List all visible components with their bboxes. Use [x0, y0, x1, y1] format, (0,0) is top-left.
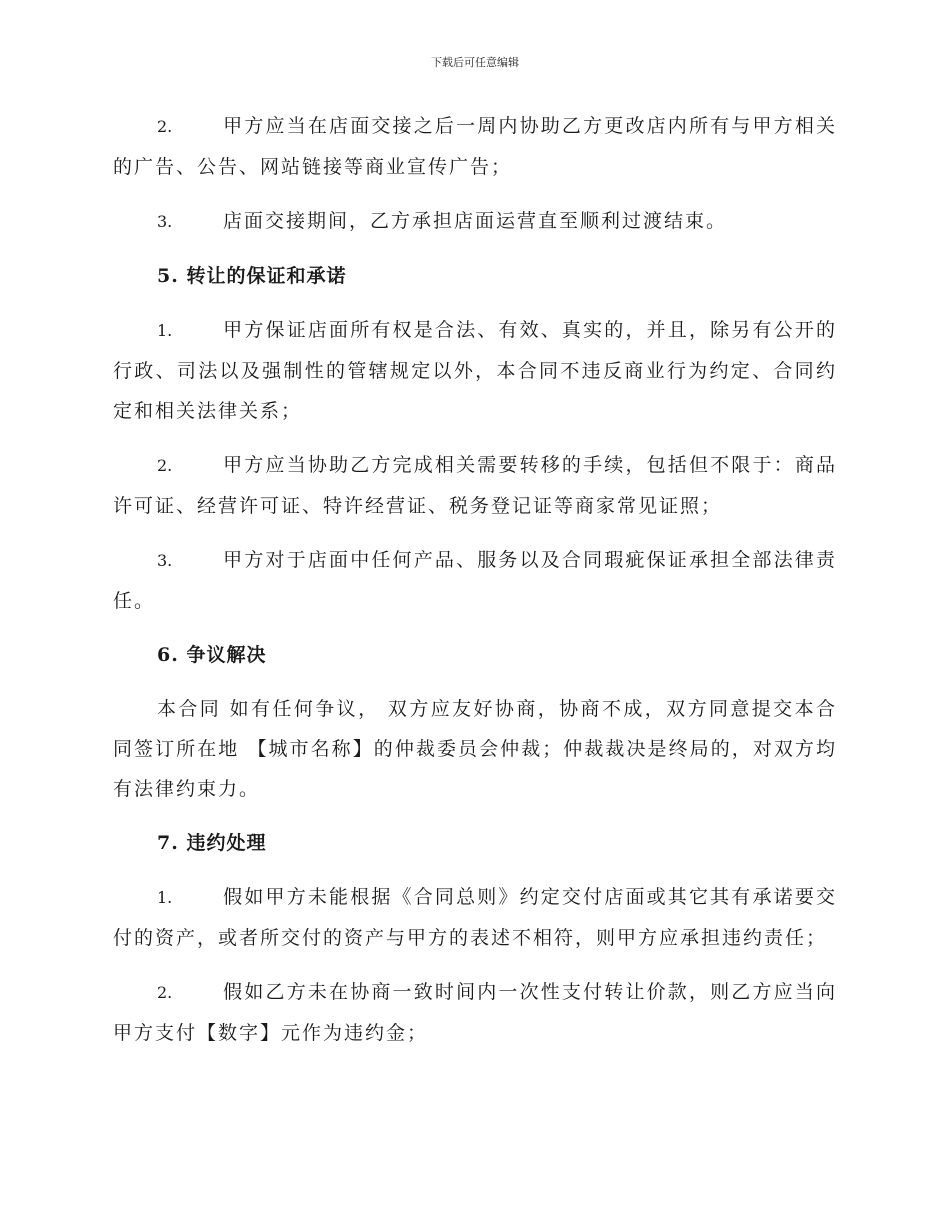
- clause-5-item-1: [113, 310, 837, 431]
- section-heading-7: 7. 违约处理: [157, 832, 267, 854]
- item-number: 2.: [157, 983, 173, 1002]
- section-heading-6: 6. 争议解决: [157, 644, 267, 666]
- item-number: 2.: [157, 117, 173, 136]
- clause-5-item-2: [113, 445, 837, 526]
- clause-4-item-2: [113, 106, 837, 187]
- section-heading-5: 5. 转让的保证和承诺: [157, 265, 347, 287]
- item-text: 假如甲方未能根据《合同总则》约定交付店面或其它其有承诺要交付的资产，或者所交付的资产与甲方的表述不相符，则甲方应承担违约责任；: [113, 886, 837, 949]
- item-number: 1.: [157, 888, 173, 907]
- clause-4-item-3: [113, 201, 837, 242]
- item-text: 店面交接期间，乙方承担店面运营直至顺利过渡结束。: [223, 210, 728, 232]
- item-number: 1.: [157, 321, 173, 340]
- clause-6-paragraph: 本合同 如有任何争议， 双方应友好协商，协商不成，双方同意提交本合同签订所在地 【城市名称】的仲裁委员会仲裁；仲裁裁决是终局的，对双方均有法律约束力。: [113, 698, 837, 800]
- item-text: 假如乙方未在协商一致时间内一次性支付转让价款，则乙方应当向甲方支付【数字】元作为违约金；: [113, 981, 837, 1044]
- document-body: [113, 106, 837, 1067]
- item-text: 甲方应当协助乙方完成相关需要转移的手续，包括但不限于：商品许可证、经营许可证、特许经营证、税务登记证等商家常见证照；: [113, 454, 837, 517]
- item-number: 3.: [157, 551, 173, 570]
- clause-7-item-1: [113, 877, 837, 958]
- item-text: 甲方保证店面所有权是合法、有效、真实的，并且，除另有公开的行政、司法以及强制性的管辖规定以外，本合同不违反商业行为约定、合同约定和相关法律关系；: [113, 319, 837, 422]
- item-number: 3.: [157, 212, 173, 231]
- page-header: 下载后可任意编辑: [431, 56, 519, 69]
- clause-5-item-3: [113, 540, 837, 621]
- item-text: 甲方对于店面中任何产品、服务以及合同瑕疵保证承担全部法律责任。: [113, 549, 837, 612]
- item-number: 2.: [157, 456, 173, 475]
- item-text: 甲方应当在店面交接之后一周内协助乙方更改店内所有与甲方相关的广告、公告、网站链接等商业宣传广告；: [113, 115, 837, 178]
- clause-7-item-2: [113, 972, 837, 1053]
